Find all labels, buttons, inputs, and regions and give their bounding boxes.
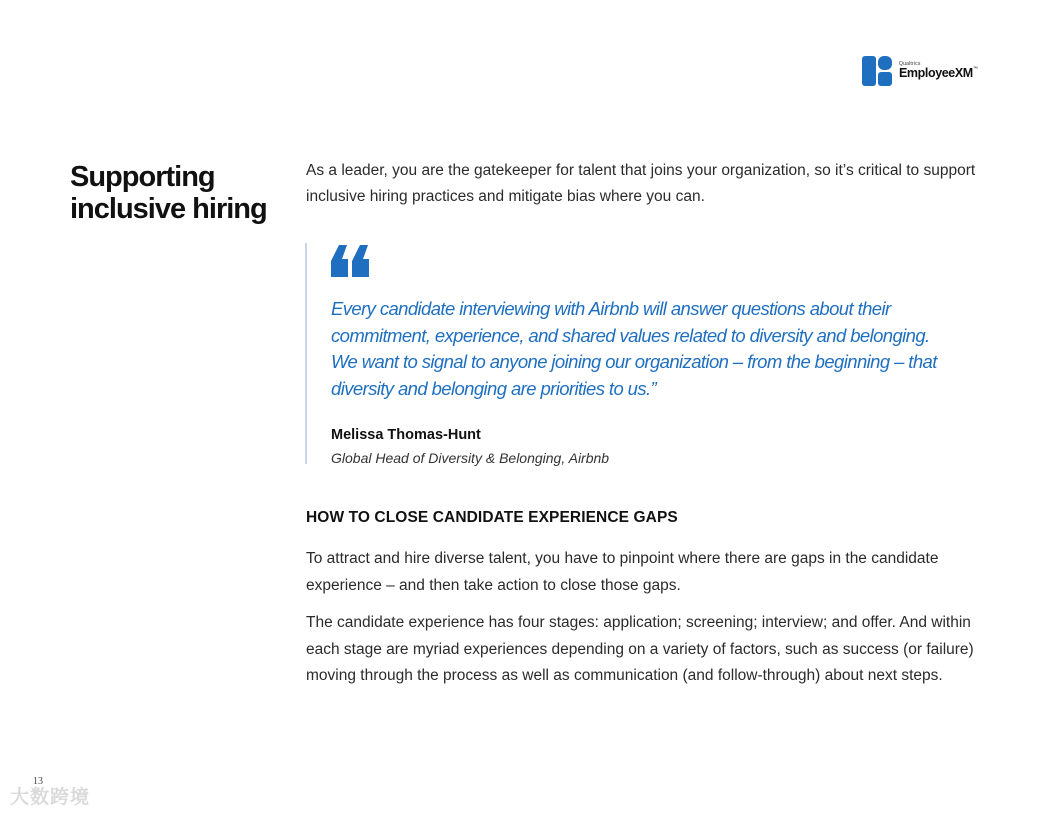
- page-number: 13: [33, 776, 43, 787]
- page-title: Supporting inclusive hiring: [70, 161, 267, 225]
- logo-product: EmployeeXM™: [899, 66, 978, 81]
- quote-text: Every candidate interviewing with Airbnb will answer questions about their commitment, experience, and shared values related to diversity and belonging. We want to signal to anyone joining our organization – from the beginning – that diversity and belonging are priorities to us.”: [331, 298, 937, 400]
- qualtrics-xm-icon: [862, 55, 894, 87]
- body-paragraph: To attract and hire diverse talent, you have to pinpoint where there are gaps in the candidate experience – and then take action to close those gaps.: [306, 550, 939, 594]
- body-paragraph: The candidate experience has four stages: application; screening; interview; and offer. And within each stage are myriad experiences depending on a variety of factors, such as success (or failure) moving through the process as well as communication (and follow-through) about next steps.: [306, 614, 974, 684]
- quote-author-role: Global Head of Diversity & Belonging, Airbnb: [331, 450, 610, 466]
- section-heading: HOW TO CLOSE CANDIDATE EXPERIENCE GAPS: [306, 509, 678, 526]
- pull-quote: [305, 243, 957, 464]
- watermark: 大数跨境: [10, 787, 91, 808]
- quote-author: Melissa Thomas-Hunt: [331, 427, 481, 443]
- logo-company: Qualtrics: [899, 61, 921, 68]
- quote-mark-icon: [331, 245, 371, 277]
- employeexm-logo: [862, 55, 977, 87]
- intro-paragraph: As a leader, you are the gatekeeper for talent that joins your organization, so it’s critical to support inclusive hiring practices and mitigate bias where you can.: [306, 162, 976, 205]
